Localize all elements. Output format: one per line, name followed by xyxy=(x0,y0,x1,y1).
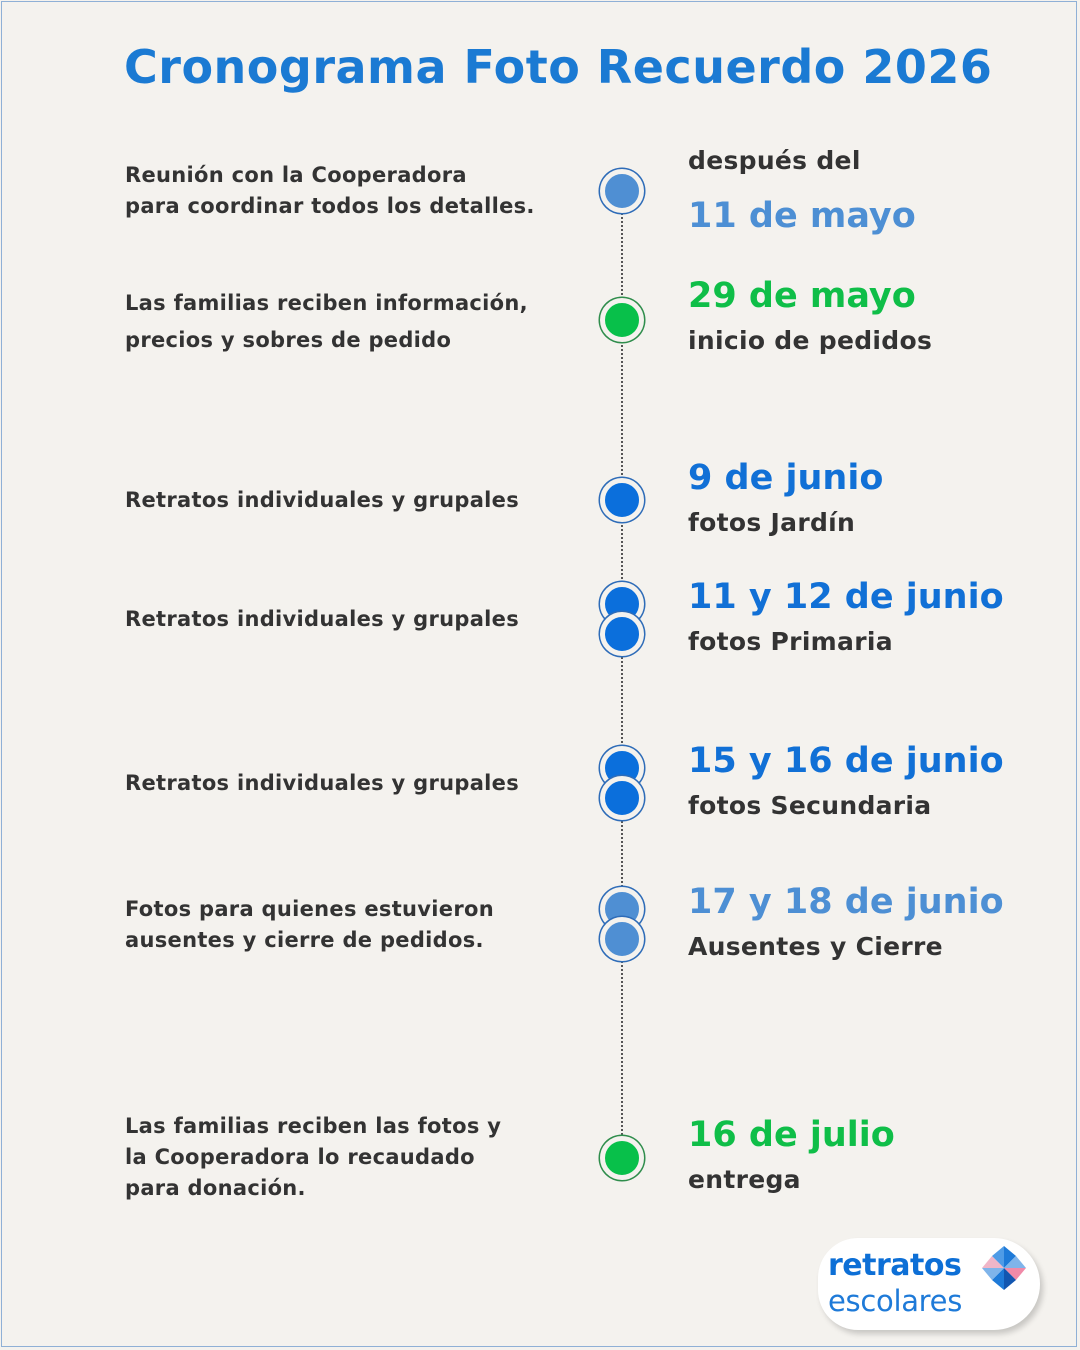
event-2-date: 29 de mayo xyxy=(688,276,916,316)
event-4-date: 11 y 12 de junio xyxy=(688,577,1004,617)
event-6-date: 17 y 18 de junio xyxy=(688,882,1004,922)
event-4-description xyxy=(125,604,575,635)
event-4-description-line-1: Retratos individuales y grupales xyxy=(125,607,520,631)
event-3-date: 9 de junio xyxy=(688,458,884,498)
event-2-description xyxy=(125,285,575,359)
event-1-pre-label: después del xyxy=(688,146,861,175)
event-1-date: 11 de mayo xyxy=(688,196,916,236)
event-6-description-line-2: ausentes y cierre de pedidos. xyxy=(125,928,484,952)
event-3-description-line-1: Retratos individuales y grupales xyxy=(125,488,520,512)
event-2-dot xyxy=(600,298,644,342)
pinwheel-icon xyxy=(978,1242,1030,1294)
event-2-description-line-2: precios y sobres de pedido xyxy=(125,328,452,352)
logo-line-2: escolares xyxy=(828,1284,963,1318)
event-5-date: 15 y 16 de junio xyxy=(688,741,1004,781)
logo-line-1: retratos xyxy=(828,1248,962,1283)
event-1-dot xyxy=(600,169,644,213)
event-6-subtitle: Ausentes y Cierre xyxy=(688,932,943,961)
event-7-description-line-3: para donación. xyxy=(125,1176,306,1200)
event-7-date: 16 de julio xyxy=(688,1115,895,1155)
event-6-description xyxy=(125,894,575,956)
event-3-subtitle: fotos Jardín xyxy=(688,508,856,537)
brand-logo xyxy=(818,1238,1040,1330)
event-7-description-line-1: Las familias reciben las fotos y xyxy=(125,1114,502,1138)
event-6-dot-end xyxy=(600,917,644,961)
event-1-description xyxy=(125,160,575,222)
event-7-subtitle: entrega xyxy=(688,1165,801,1194)
event-7-description-line-2: la Cooperadora lo recaudado xyxy=(125,1145,475,1169)
event-5-dot-end xyxy=(600,776,644,820)
event-1-description-line-1: Reunión con la Cooperadora xyxy=(125,163,467,187)
event-3-dot xyxy=(600,478,644,522)
event-4-dot-end xyxy=(600,612,644,656)
event-3-description xyxy=(125,485,575,516)
event-4-subtitle: fotos Primaria xyxy=(688,627,893,656)
event-5-subtitle: fotos Secundaria xyxy=(688,791,932,820)
event-2-description-line-1: Las familias reciben información, xyxy=(125,291,528,315)
event-5-description xyxy=(125,768,575,799)
event-7-dot xyxy=(600,1136,644,1180)
event-7-description xyxy=(125,1111,575,1204)
event-1-description-line-2: para coordinar todos los detalles. xyxy=(125,194,535,218)
page-title: Cronograma Foto Recuerdo 2026 xyxy=(124,40,993,94)
event-2-subtitle: inicio de pedidos xyxy=(688,326,933,355)
event-5-description-line-1: Retratos individuales y grupales xyxy=(125,771,520,795)
event-6-description-line-1: Fotos para quienes estuvieron xyxy=(125,897,494,921)
